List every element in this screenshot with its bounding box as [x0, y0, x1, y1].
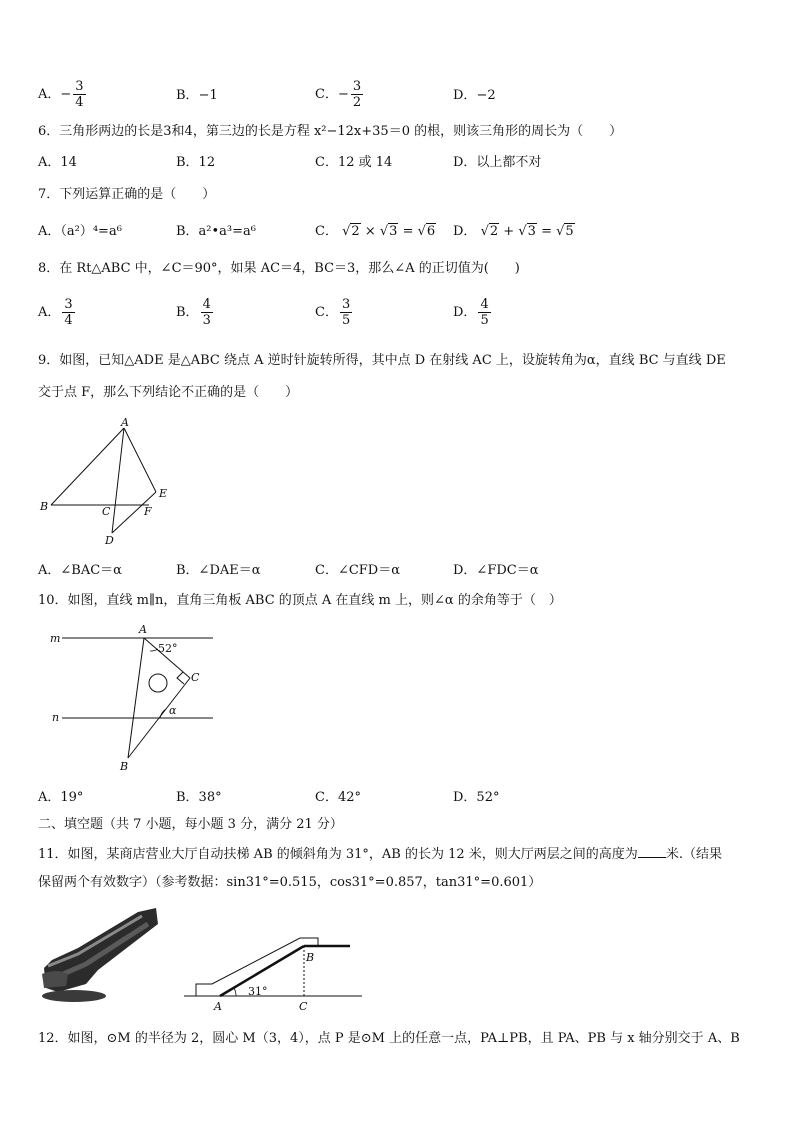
radicand: 2 — [351, 224, 360, 239]
section-heading: 二、填空题（共 7 小题，每小题 3 分，满分 21 分） — [38, 817, 343, 832]
sqrt-expression: √2 — [342, 224, 360, 239]
sqrt-expression: √3 — [379, 224, 398, 239]
denominator: 4 — [64, 313, 73, 328]
angle-arc-52 — [150, 649, 158, 651]
fraction — [351, 79, 363, 110]
segment-ab — [51, 428, 124, 505]
q7-option-c — [315, 224, 436, 240]
label-b: B — [306, 951, 315, 964]
q8-stem: 8．在 Rt△ABC 中，∠C＝90°，如果 AC＝4，BC＝3，那么∠A 的正切值为( ) — [38, 261, 520, 276]
numerator: 3 — [64, 297, 73, 312]
option-label: D． — [453, 88, 477, 103]
q9-stem-line1: 9．如图，已知△ADE 是△ABC 绕点 A 逆时针旋转所得，其中点 D 在射线 AC 上，设旋转角为α，直线 BC 与直线 DE — [38, 353, 726, 368]
q6-option-b: B．12 — [176, 155, 216, 170]
denominator: 2 — [352, 95, 362, 110]
q7-option-d — [453, 224, 575, 240]
denominator: 5 — [480, 313, 489, 328]
minus-sign: − — [60, 87, 72, 102]
fraction — [73, 79, 85, 110]
fraction — [201, 297, 213, 328]
q11-stem-part2: 米.（结果 — [665, 847, 722, 862]
option-label: A． — [38, 305, 61, 320]
label-alpha: α — [169, 704, 177, 717]
sqrt-expression: √5 — [556, 224, 574, 239]
q10-parallel-lines-figure — [40, 620, 220, 778]
escalator-base — [42, 990, 106, 1002]
radicand: 2 — [489, 224, 499, 239]
escalator-bottom — [42, 971, 68, 988]
label-a: A — [139, 623, 147, 636]
answer-blank — [638, 845, 666, 858]
q8-option-d — [453, 297, 493, 328]
fraction — [340, 297, 352, 328]
option-text: −2 — [476, 88, 496, 103]
denominator: 4 — [75, 95, 84, 110]
minus-sign: − — [337, 87, 349, 102]
label-b: B — [120, 760, 129, 773]
numerator: 4 — [480, 297, 489, 312]
option-text: −1 — [198, 88, 218, 103]
q9-option-a: A．∠BAC＝α — [38, 563, 122, 578]
q7-option-a: A．（a²）⁴=a⁶ — [38, 224, 122, 239]
option-label: D． — [453, 224, 477, 239]
q7-option-b: B．a²•a³=a⁶ — [176, 224, 256, 239]
label-b: B — [40, 500, 49, 513]
label-c: C — [299, 1000, 308, 1013]
q12-stem: 12．如图，⊙M 的半径为 2，圆心 M（3，4），点 P 是⊙M 上的任意一点，PA⊥PB，且 PA、PB 与 x 轴分别交于 A、B — [38, 1031, 740, 1046]
q6-option-c: C．12 或 14 — [315, 155, 393, 170]
radicand: 5 — [565, 224, 574, 239]
label-c: C — [191, 671, 200, 684]
equals-sign: = — [402, 224, 414, 239]
numerator: 4 — [202, 297, 211, 312]
q6-option-a: A．14 — [38, 155, 77, 170]
q5-option-d — [453, 88, 496, 104]
q11-escalator-diagram — [184, 906, 364, 1018]
label-a: A — [214, 1000, 222, 1013]
q9-option-b: B．∠DAE＝α — [176, 563, 261, 578]
label-m: m — [50, 632, 61, 645]
label-f: F — [144, 505, 152, 518]
label-e: E — [159, 487, 168, 500]
q8-option-a — [38, 297, 77, 328]
label-a: A — [121, 416, 129, 429]
segment-ae — [124, 428, 156, 492]
option-label: C． — [315, 87, 338, 102]
q6-option-d: D．以上都不对 — [453, 155, 542, 170]
segment-ad — [112, 428, 124, 533]
equals-sign: = — [541, 224, 552, 239]
label-d: D — [105, 534, 114, 547]
numerator: 3 — [341, 297, 351, 312]
q10-option-a: A．19° — [38, 790, 84, 805]
label-angle-31: 31° — [248, 985, 268, 998]
numerator: 3 — [352, 79, 362, 94]
q6-stem: 6．三角形两边的长是3和4，第三边的长是方程 x²−12x+35＝0 的根，则该三角形的周长为（ ） — [38, 124, 623, 139]
fraction — [478, 297, 490, 328]
q5-option-b — [176, 88, 218, 104]
denominator: 3 — [202, 313, 211, 328]
q5-option-c — [315, 79, 365, 110]
q11-stem-line2: 保留两个有效数字）（参考数据：sin31°=0.515，cos31°=0.857，tan31°=0.601） — [38, 875, 542, 890]
radicand: 3 — [389, 224, 398, 239]
option-label: C． — [315, 305, 338, 320]
q9-option-c: C．∠CFD＝α — [315, 563, 401, 578]
q7-stem: 7．下列运算正确的是（ ） — [38, 187, 216, 202]
q9-option-d: D．∠FDC＝α — [453, 563, 539, 578]
q9-stem-line2: 交于点 F，那么下列结论不正确的是（ ） — [38, 385, 299, 400]
triangle-hole — [149, 674, 167, 692]
right-angle-marker — [177, 672, 184, 684]
escalator-photo — [38, 904, 160, 1006]
label-angle-52: 52° — [158, 642, 178, 655]
numerator: 3 — [75, 79, 84, 94]
q5-option-a — [38, 79, 88, 110]
fraction — [62, 297, 74, 328]
operator: × — [364, 224, 376, 239]
option-label: D． — [453, 305, 477, 320]
q9-rotation-figure — [36, 414, 176, 550]
q8-option-c — [315, 297, 354, 328]
q11-stem-line1 — [38, 845, 722, 863]
q8-option-b — [176, 297, 215, 328]
sqrt-expression: √2 — [480, 224, 499, 239]
option-label: B． — [176, 305, 199, 320]
q10-stem: 10．如图，直线 m∥n，直角三角板 ABC 的顶点 A 在直线 m 上，则∠α 的余角等于（ ） — [38, 593, 562, 608]
sqrt-expression: √3 — [518, 224, 536, 239]
radicand: 6 — [426, 224, 436, 239]
sqrt-expression: √6 — [417, 224, 436, 239]
option-label: A． — [38, 87, 61, 102]
operator: + — [503, 224, 515, 239]
q11-stem-part1: 11．如图，某商店营业大厅自动扶梯 AB 的倾斜角为 31°，AB 的长为 12 米，则大厅两层之间的高度为 — [38, 847, 638, 862]
q10-option-c: C．42° — [315, 790, 361, 805]
radicand: 3 — [527, 224, 536, 239]
q10-option-b: B．38° — [176, 790, 222, 805]
option-label: B． — [176, 88, 199, 103]
angle-arc-31 — [234, 988, 236, 996]
label-c: C — [102, 505, 111, 518]
label-n: n — [52, 711, 60, 724]
option-label: C． — [315, 224, 338, 239]
denominator: 5 — [341, 313, 351, 328]
q10-option-d: D．52° — [453, 790, 500, 805]
